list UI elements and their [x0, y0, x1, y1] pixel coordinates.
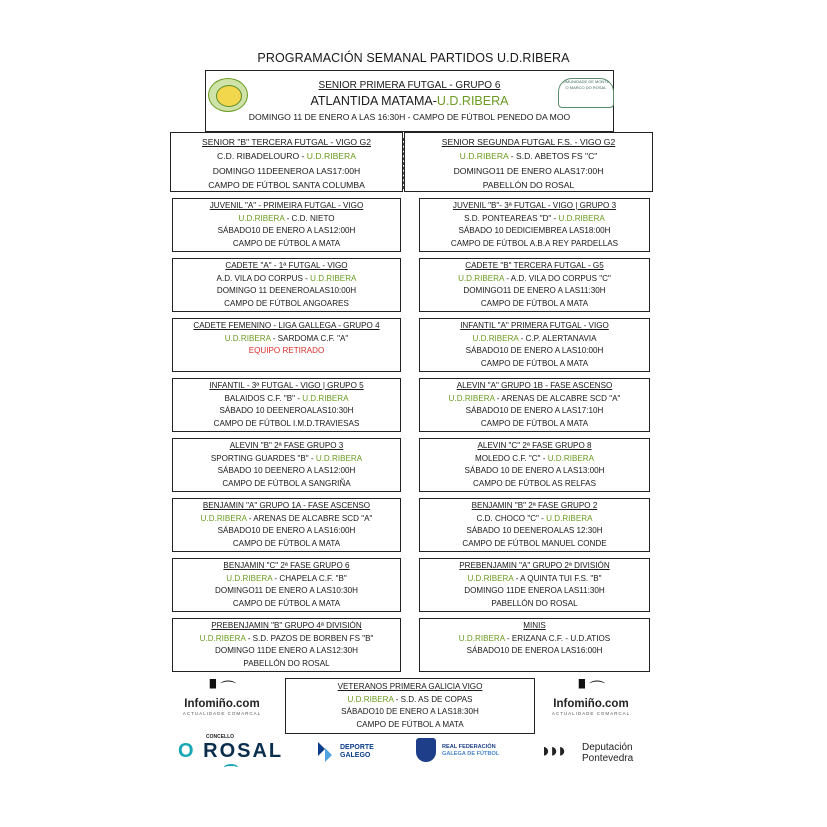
ud-ribera-team: U.D.RIBERA	[199, 633, 246, 643]
ud-ribera-team: U.D.RIBERA	[315, 453, 363, 463]
ud-ribera-team: U.D.RIBERA	[458, 633, 505, 643]
match-teams	[171, 149, 402, 163]
ud-ribera-team: U.D.RIBERA	[547, 453, 595, 463]
match-venue: CAMPO DE FÚTBOL A MATA	[232, 598, 341, 608]
opponent-team: - C.D. NIETO	[284, 213, 335, 223]
match-teams	[173, 213, 400, 226]
match-card	[172, 498, 401, 552]
match-venue: CAMPO DE FÚTBOL ANGOARES	[224, 298, 349, 308]
opponent-team: - ARENAS DE ALCABRE SCD "A"	[494, 393, 621, 403]
ud-ribera-team: U.D.RIBERA	[467, 573, 514, 583]
veteranos-card	[285, 678, 535, 734]
match-status: EQUIPO RETIRADO	[248, 346, 325, 356]
match-teams	[173, 273, 400, 286]
match-card	[172, 318, 401, 372]
opponent-team: - S.D. ABETOS FS "C"	[508, 151, 598, 162]
match-teams	[420, 513, 649, 526]
veteranos-when: SÁBADO10 DE ENERO A LAS18:30H	[341, 707, 479, 717]
ud-ribera-team: U.D.RIBERA	[302, 393, 349, 403]
match-venue: CAMPO DE FÚTBOL A MATA	[232, 238, 341, 248]
match-category: BENJAMIN "A" GRUPO 1A - FASE ASCENSO	[202, 501, 371, 510]
match-category: INFANTIL "A" PRIMERA FUTGAL - VIGO	[460, 321, 609, 330]
ud-ribera-team: U.D.RIBERA	[459, 151, 509, 162]
match-card	[419, 198, 650, 252]
match-datetime: DOMINGO11 DE ENERO A LAS11:30H	[463, 286, 606, 296]
deporte-galego-mark-icon	[318, 742, 332, 762]
ud-ribera-team: U.D.RIBERA	[200, 513, 247, 523]
main-match-title: SENIOR PRIMERA FUTGAL - GRUPO 6	[318, 80, 501, 91]
match-datetime: SÁBADO 10 DEDICIEMBREA LAS18:00H	[458, 226, 611, 236]
match-datetime: SÁBADO 10 DEENEROALAS10:30H	[219, 406, 354, 416]
match-datetime: DOMINGO 11 DEENEROALAS10:00H	[216, 286, 357, 296]
match-teams	[420, 453, 649, 466]
match-venue: CAMPO DE FÚTBOL I.M.D.TRAVIESAS	[213, 418, 360, 428]
match-venue: PABELLÓN DO ROSAL	[491, 598, 578, 608]
ud-ribera-team: U.D.RIBERA	[238, 213, 285, 223]
match-teams	[173, 513, 400, 526]
ud-ribera-team: U.D.RIBERA	[448, 393, 495, 403]
concello-rosal-logo: CONCELLO O ROSAL	[178, 734, 290, 774]
match-card	[172, 438, 401, 492]
match-venue: CAMPO DE FÚTBOL A MATA	[232, 538, 341, 548]
match-card	[404, 132, 653, 192]
match-teams	[405, 149, 652, 163]
match-venue: CAMPO DE FÚTBOL AS RELFAS	[473, 478, 596, 488]
main-home-team: ATLANTIDA MATAMA-	[310, 93, 437, 108]
opponent-team: S.D. PONTEAREAS "D" -	[464, 213, 559, 223]
match-category: MINIS	[523, 621, 546, 630]
match-venue: CAMPO DE FÚTBOL A MATA	[480, 418, 589, 428]
veteranos-where: CAMPO DE FÚTBOL A MATA	[356, 719, 464, 729]
match-datetime: DOMINGO11 DE ENERO A LAS10:30H	[215, 586, 358, 596]
ud-ribera-team: U.D.RIBERA	[224, 333, 271, 343]
ud-ribera-team: U.D.RIBERA	[458, 273, 504, 283]
opponent-team: - C.P. ALERTANAVIA	[518, 333, 597, 343]
match-category: INFANTIL - 3ª FUTGAL - VIGO | GRUPO 5	[209, 381, 364, 390]
match-card	[172, 558, 401, 612]
ud-ribera-team: U.D.RIBERA	[546, 513, 593, 523]
veteranos-title: VETERANOS PRIMERA GALICIA VIGO	[337, 682, 483, 691]
match-venue: CAMPO DE FÚTBOL A SANGRIÑA	[222, 478, 351, 488]
opponent-team: C.D. CHOCO "C" -	[476, 513, 547, 523]
opponent-team: - ARENAS DE ALCABRE SCD "A"	[246, 513, 373, 523]
match-category: ALEVIN "A" GRUPO 1B - FASE ASCENSO	[456, 381, 613, 390]
match-teams	[420, 273, 649, 286]
opponent-team: SPORTING GUARDES "B" -	[210, 453, 316, 463]
match-category: SENIOR "B" TERCERA FUTGAL - VIGO G2	[202, 137, 371, 147]
match-card	[172, 198, 401, 252]
opponent-team: - ERIZANA C.F. - U.D.ATIOS	[504, 633, 611, 643]
opponent-team: C.D. RIBADELOURO -	[217, 151, 307, 162]
opponent-team: - SARDOMA C.F. "A"	[270, 333, 349, 343]
match-datetime: DOMINGO11 DE ENERO ALAS17:00H	[453, 165, 604, 176]
match-venue: PABELLÓN DO ROSAL	[482, 180, 575, 191]
rfgf-shield-icon	[416, 738, 436, 762]
match-teams	[420, 633, 649, 646]
match-category: ALEVIN "C" 2ª FASE GRUPO 8	[477, 441, 592, 450]
deporte-galego-logo: DEPORTE GALEGO	[318, 734, 388, 774]
deputacion-pontevedra-logo: ◗◗◗ Deputación Pontevedra	[540, 740, 634, 764]
match-teams	[173, 573, 400, 586]
match-datetime: SÁBADO10 DE ENERO A LAS17:10H	[465, 406, 604, 416]
page-title: PROGRAMACIÓN SEMANAL PARTIDOS U.D.RIBERA	[257, 51, 570, 65]
infomino-logo-right: ▘⌒ Infomiño.com ACTUALIDADE COMARCAL	[541, 682, 641, 724]
match-card	[419, 318, 650, 372]
opponent-team: BALAIDOS C.F. "B" -	[224, 393, 303, 403]
veteranos-teams: U.D.RIBERA - S.D. AS DE COPAS	[347, 694, 473, 704]
opponent-team: MOLEDO C.F. "C" -	[474, 453, 548, 463]
match-venue: CAMPO DE FÚTBOL SANTA COLUMBA	[208, 180, 365, 191]
match-datetime: DOMINGO 11DE ENERO A LAS12:30H	[215, 646, 358, 656]
ud-ribera-team: U.D.RIBERA	[472, 333, 519, 343]
match-category: SENIOR SEGUNDA FUTGAL F.S. - VIGO G2	[441, 137, 616, 147]
match-venue: CAMPO DE FÚTBOL A MATA	[480, 298, 589, 308]
infomino-mark-icon: ▘⌒	[578, 681, 604, 698]
match-teams	[173, 393, 400, 406]
match-category: JUVENIL "A" - PRIMEIRA FUTGAL - VIGO	[209, 201, 364, 210]
divider	[403, 138, 404, 189]
match-datetime: SÁBADO 10 DE ENERO A LAS13:00H	[464, 466, 605, 476]
match-datetime: SÁBADO10 DE ENEROA LAS16:00H	[466, 646, 603, 656]
match-card	[172, 258, 401, 312]
match-datetime: SÁBADO10 DE ENERO A LAS10:00H	[465, 346, 604, 356]
comunidade-montes-logo: COMUNIDADE DE MONTES O MARCO DO ROSAL	[558, 78, 614, 108]
main-match-card	[205, 70, 614, 132]
match-card	[172, 618, 401, 672]
ud-ribera-crest	[208, 78, 248, 112]
match-card	[419, 258, 650, 312]
match-datetime: DOMINGO 11DE ENEROA LAS11:30H	[464, 586, 605, 596]
match-teams	[420, 333, 649, 346]
match-card	[172, 378, 401, 432]
match-datetime: SÁBADO 10 DEENEROALAS 12:30H	[466, 526, 603, 536]
match-datetime: SÁBADO 10 DEENERO A LAS12:00H	[217, 466, 356, 476]
main-match-when: DOMINGO 11 DE ENERO A LAS 16:30H - CAMPO DE FÚTBOL PENEDO DA MOO	[248, 112, 571, 122]
match-teams	[420, 573, 649, 586]
wave-icon	[224, 764, 238, 771]
match-card	[170, 132, 403, 192]
match-category: PREBENJAMIN "A" GRUPO 2ª DIVISIÓN	[459, 561, 610, 570]
match-venue: CAMPO DE FÚTBOL A MATA	[480, 358, 589, 368]
ud-ribera-team: U.D.RIBERA	[558, 213, 605, 223]
match-teams	[173, 333, 400, 346]
match-category: BENJAMIN "C" 2ª FASE GRUPO 6	[223, 561, 350, 570]
match-teams	[173, 453, 400, 466]
ud-ribera-team: U.D.RIBERA	[226, 573, 273, 583]
match-venue: CAMPO DE FÚTBOL MANUEL CONDE	[462, 538, 607, 548]
ud-ribera-team: U.D.RIBERA	[306, 151, 356, 162]
match-datetime: SÁBADO10 DE ENERO A LAS16:00H	[217, 526, 356, 536]
match-datetime: SÁBADO10 DE ENERO A LAS12:00H	[217, 226, 356, 236]
main-match-teams	[206, 94, 613, 109]
match-card	[419, 438, 650, 492]
main-away-team: U.D.RIBERA	[436, 93, 509, 108]
match-venue: PABELLÓN DO ROSAL	[243, 658, 330, 668]
match-teams	[173, 633, 400, 646]
match-category: CADETE "B" TERCERA FUTGAL - G5	[465, 261, 604, 270]
infomino-logo-left: ▘⌒ Infomiño.com ACTUALIDADE COMARCAL	[172, 682, 272, 724]
rfgf-logo: REAL FEDERACIÓN GALEGA DE FÚTBOL	[416, 734, 516, 774]
match-category: PREBENJAMIN "B" GRUPO 4ª DIVISIÓN	[211, 621, 362, 630]
match-category: ALEVIN "B" 2ª FASE GRUPO 3	[229, 441, 344, 450]
opponent-team: - CHAPELA C.F. "B"	[272, 573, 347, 583]
match-teams	[420, 213, 649, 226]
match-teams	[420, 393, 649, 406]
match-card	[419, 618, 650, 672]
opponent-team: - S.D. PAZOS DE BORBEN FS "B"	[245, 633, 374, 643]
ud-ribera-team: U.D.RIBERA	[310, 273, 357, 283]
match-card	[419, 498, 650, 552]
match-datetime: DOMINGO 11DEENEROA LAS17:00H	[212, 165, 361, 176]
opponent-team: - A.D. VILA DO CORPUS "C"	[503, 273, 611, 283]
opponent-team: - A QUINTA TUI F.S. "B"	[513, 573, 602, 583]
match-card	[419, 558, 650, 612]
match-venue: CAMPO DE FÚTBOL A.B.A REY PARDELLAS	[450, 238, 619, 248]
match-card	[419, 378, 650, 432]
infomino-mark-icon: ▘⌒	[209, 681, 235, 698]
match-category: CADETE "A" - 1ª FUTGAL - VIGO	[225, 261, 348, 270]
match-category: JUVENIL "B"- 3ª FUTGAL - VIGO | GRUPO 3	[452, 201, 617, 210]
deputacion-mark-icon: ◗◗◗	[540, 740, 565, 762]
match-category: BENJAMIN "B" 2ª FASE GRUPO 2	[471, 501, 598, 510]
match-category: CADETE FEMENINO - LIGA GALLEGA - GRUPO 4	[193, 321, 380, 330]
opponent-team: A.D. VILA DO CORPUS -	[216, 273, 311, 283]
